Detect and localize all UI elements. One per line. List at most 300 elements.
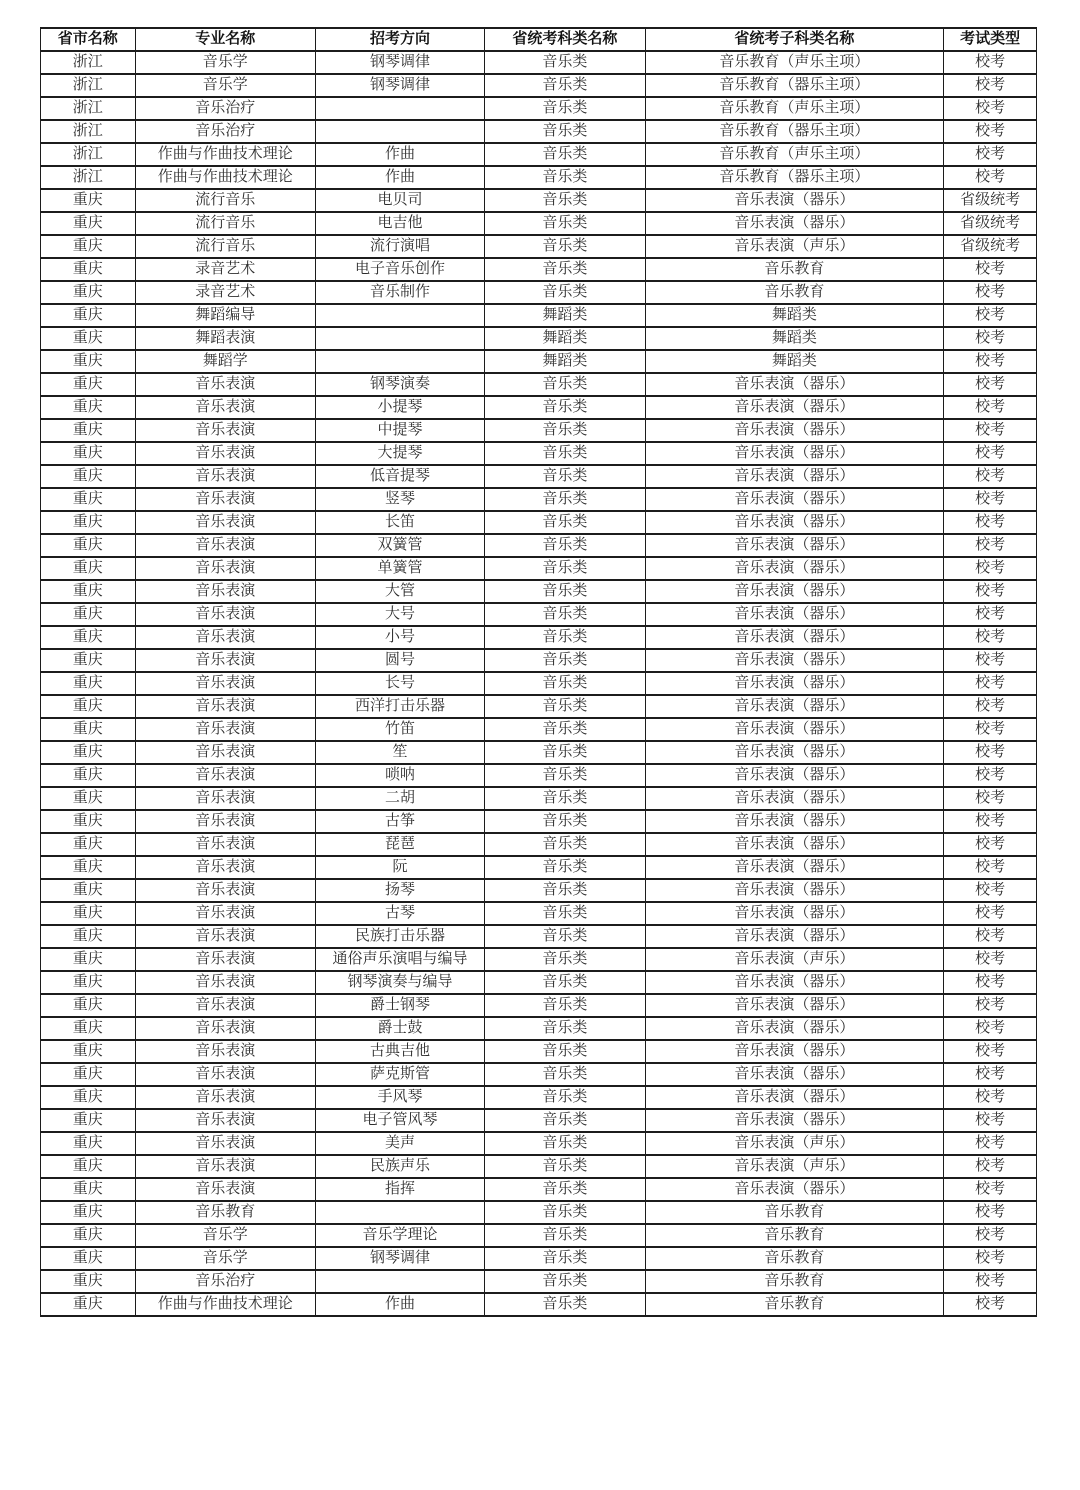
exam-subjects-table <box>40 27 1037 1317</box>
table-cell: 音乐类 <box>485 74 645 97</box>
table-cell: 省级统考 <box>944 212 1037 235</box>
table-cell: 校考 <box>944 833 1037 856</box>
table-cell: 省级统考 <box>944 235 1037 258</box>
table-row <box>41 281 1037 304</box>
table-row <box>41 166 1037 189</box>
table-cell: 音乐教育（器乐主项） <box>645 166 944 189</box>
table-cell: 音乐类 <box>485 189 645 212</box>
table-cell: 流行音乐 <box>135 235 315 258</box>
table-cell: 音乐制作 <box>315 281 484 304</box>
table-cell: 音乐表演（器乐） <box>645 810 944 833</box>
table-cell: 音乐表演 <box>135 373 315 396</box>
table-cell: 音乐表演 <box>135 971 315 994</box>
table-cell: 钢琴演奏 <box>315 373 484 396</box>
table-cell: 舞蹈类 <box>485 327 645 350</box>
table-cell: 音乐类 <box>485 833 645 856</box>
table-cell: 重庆 <box>41 1293 136 1316</box>
table-cell: 民族打击乐器 <box>315 925 484 948</box>
table-cell: 校考 <box>944 787 1037 810</box>
table-cell: 校考 <box>944 1293 1037 1316</box>
table-cell: 音乐表演 <box>135 925 315 948</box>
table-cell: 音乐教育（器乐主项） <box>645 74 944 97</box>
table-cell: 西洋打击乐器 <box>315 695 484 718</box>
table-cell: 音乐学 <box>135 1224 315 1247</box>
table-row <box>41 833 1037 856</box>
table-cell: 重庆 <box>41 281 136 304</box>
table-cell: 作曲与作曲技术理论 <box>135 1293 315 1316</box>
table-cell: 重庆 <box>41 212 136 235</box>
table-cell: 重庆 <box>41 396 136 419</box>
table-cell: 小号 <box>315 626 484 649</box>
table-cell: 音乐类 <box>485 51 645 74</box>
table-row <box>41 603 1037 626</box>
table-cell: 低音提琴 <box>315 465 484 488</box>
table-cell: 重庆 <box>41 603 136 626</box>
table-cell: 音乐治疗 <box>135 120 315 143</box>
table-cell <box>315 120 484 143</box>
table-cell: 音乐表演（器乐） <box>645 373 944 396</box>
table-cell: 重庆 <box>41 189 136 212</box>
table-cell: 音乐表演（器乐） <box>645 971 944 994</box>
table-cell: 重庆 <box>41 925 136 948</box>
table-cell: 音乐表演（器乐） <box>645 695 944 718</box>
table-cell: 重庆 <box>41 856 136 879</box>
table-cell: 音乐类 <box>485 994 645 1017</box>
table-cell: 音乐表演（声乐） <box>645 235 944 258</box>
table-cell <box>315 304 484 327</box>
table-cell: 大提琴 <box>315 442 484 465</box>
table-cell: 音乐学理论 <box>315 1224 484 1247</box>
table-row <box>41 1247 1037 1270</box>
table-cell: 重庆 <box>41 764 136 787</box>
table-cell: 钢琴调律 <box>315 1247 484 1270</box>
table-cell: 音乐学 <box>135 51 315 74</box>
table-cell: 重庆 <box>41 695 136 718</box>
table-cell: 音乐类 <box>485 580 645 603</box>
table-cell: 音乐表演 <box>135 695 315 718</box>
table-cell: 作曲与作曲技术理论 <box>135 166 315 189</box>
table-cell: 音乐类 <box>485 1247 645 1270</box>
table-cell: 阮 <box>315 856 484 879</box>
table-cell: 音乐类 <box>485 1155 645 1178</box>
table-cell: 校考 <box>944 718 1037 741</box>
table-cell: 舞蹈类 <box>485 350 645 373</box>
table-row <box>41 120 1037 143</box>
table-row <box>41 1109 1037 1132</box>
table-cell: 电子音乐创作 <box>315 258 484 281</box>
column-header: 考试类型 <box>944 28 1037 51</box>
table-cell: 笙 <box>315 741 484 764</box>
table-cell: 音乐类 <box>485 143 645 166</box>
table-cell: 音乐表演（声乐） <box>645 1132 944 1155</box>
table-cell: 校考 <box>944 1040 1037 1063</box>
table-cell: 音乐类 <box>485 649 645 672</box>
table-cell: 舞蹈编导 <box>135 304 315 327</box>
table-cell: 音乐表演（器乐） <box>645 833 944 856</box>
header-row <box>41 28 1037 51</box>
table-cell: 重庆 <box>41 534 136 557</box>
table-cell: 萨克斯管 <box>315 1063 484 1086</box>
table-row <box>41 1017 1037 1040</box>
table-row <box>41 143 1037 166</box>
table-cell: 校考 <box>944 97 1037 120</box>
table-cell: 音乐类 <box>485 741 645 764</box>
table-cell: 音乐类 <box>485 120 645 143</box>
table-cell: 舞蹈表演 <box>135 327 315 350</box>
table-cell: 重庆 <box>41 1017 136 1040</box>
table-cell: 校考 <box>944 764 1037 787</box>
table-row <box>41 258 1037 281</box>
table-cell: 舞蹈类 <box>645 327 944 350</box>
table-cell: 音乐表演（器乐） <box>645 557 944 580</box>
table-cell: 音乐表演（声乐） <box>645 948 944 971</box>
table-cell: 音乐表演（器乐） <box>645 419 944 442</box>
table-cell: 音乐表演（器乐） <box>645 649 944 672</box>
table-cell: 音乐表演（器乐） <box>645 1178 944 1201</box>
table-cell: 音乐类 <box>485 1178 645 1201</box>
table-cell: 校考 <box>944 258 1037 281</box>
table-row <box>41 511 1037 534</box>
table-cell: 浙江 <box>41 51 136 74</box>
table-cell: 重庆 <box>41 741 136 764</box>
table-row <box>41 1132 1037 1155</box>
table-row <box>41 235 1037 258</box>
table-cell: 重庆 <box>41 787 136 810</box>
table-cell: 流行音乐 <box>135 189 315 212</box>
table-cell: 音乐类 <box>485 1293 645 1316</box>
table-row <box>41 51 1037 74</box>
table-cell: 音乐表演（器乐） <box>645 1017 944 1040</box>
table-cell: 重庆 <box>41 350 136 373</box>
table-cell: 舞蹈学 <box>135 350 315 373</box>
table-cell: 音乐类 <box>485 1109 645 1132</box>
table-cell: 重庆 <box>41 948 136 971</box>
table-cell: 校考 <box>944 1086 1037 1109</box>
table-cell <box>315 1270 484 1293</box>
table-row <box>41 879 1037 902</box>
table-cell: 单簧管 <box>315 557 484 580</box>
table-row <box>41 557 1037 580</box>
table-cell: 作曲 <box>315 143 484 166</box>
table-cell: 音乐类 <box>485 787 645 810</box>
table-cell: 校考 <box>944 603 1037 626</box>
table-cell: 音乐类 <box>485 1201 645 1224</box>
table-cell: 音乐教育 <box>645 281 944 304</box>
table-row <box>41 304 1037 327</box>
table-cell: 重庆 <box>41 1155 136 1178</box>
table-cell: 校考 <box>944 1063 1037 1086</box>
table-cell: 音乐类 <box>485 488 645 511</box>
table-cell: 音乐治疗 <box>135 1270 315 1293</box>
table-row <box>41 925 1037 948</box>
table-cell: 音乐表演（器乐） <box>645 534 944 557</box>
table-cell: 音乐表演 <box>135 856 315 879</box>
table-cell: 音乐类 <box>485 557 645 580</box>
table-cell: 录音艺术 <box>135 281 315 304</box>
table-cell: 长号 <box>315 672 484 695</box>
table-cell: 音乐表演 <box>135 741 315 764</box>
table-cell: 音乐表演（器乐） <box>645 879 944 902</box>
table-cell: 爵士钢琴 <box>315 994 484 1017</box>
table-cell: 音乐表演（器乐） <box>645 396 944 419</box>
table-cell: 爵士鼓 <box>315 1017 484 1040</box>
table-cell: 音乐类 <box>485 856 645 879</box>
table-cell: 音乐表演 <box>135 718 315 741</box>
table-row <box>41 327 1037 350</box>
table-cell: 音乐表演 <box>135 994 315 1017</box>
table-cell: 音乐表演 <box>135 833 315 856</box>
table-cell: 小提琴 <box>315 396 484 419</box>
table-cell: 校考 <box>944 373 1037 396</box>
table-cell: 钢琴调律 <box>315 74 484 97</box>
table-cell <box>315 97 484 120</box>
table-row <box>41 948 1037 971</box>
table-cell: 音乐类 <box>485 534 645 557</box>
table-cell: 流行音乐 <box>135 212 315 235</box>
table-cell: 音乐表演（器乐） <box>645 672 944 695</box>
table-cell: 音乐表演 <box>135 1017 315 1040</box>
table-cell: 重庆 <box>41 971 136 994</box>
table-row <box>41 465 1037 488</box>
table-cell: 校考 <box>944 51 1037 74</box>
table-cell: 重庆 <box>41 258 136 281</box>
table-cell: 校考 <box>944 1224 1037 1247</box>
table-cell: 校考 <box>944 856 1037 879</box>
table-cell: 音乐表演（器乐） <box>645 994 944 1017</box>
table-cell: 重庆 <box>41 718 136 741</box>
table-cell: 长笛 <box>315 511 484 534</box>
table-cell: 音乐表演（声乐） <box>645 1155 944 1178</box>
table-cell <box>315 1201 484 1224</box>
table-cell: 校考 <box>944 143 1037 166</box>
table-cell: 校考 <box>944 120 1037 143</box>
table-cell: 校考 <box>944 672 1037 695</box>
table-cell: 音乐表演（器乐） <box>645 626 944 649</box>
table-cell: 音乐表演 <box>135 902 315 925</box>
table-cell: 大管 <box>315 580 484 603</box>
table-cell: 音乐类 <box>485 810 645 833</box>
table-cell: 二胡 <box>315 787 484 810</box>
table-cell: 竖琴 <box>315 488 484 511</box>
table-cell: 舞蹈类 <box>645 350 944 373</box>
table-cell: 重庆 <box>41 1086 136 1109</box>
table-row <box>41 1086 1037 1109</box>
table-cell: 浙江 <box>41 97 136 120</box>
table-cell: 音乐表演（器乐） <box>645 925 944 948</box>
table-cell: 音乐类 <box>485 718 645 741</box>
table-cell: 大号 <box>315 603 484 626</box>
table-cell: 电吉他 <box>315 212 484 235</box>
table-cell: 音乐表演（器乐） <box>645 1040 944 1063</box>
table-cell: 音乐类 <box>485 212 645 235</box>
table-cell: 钢琴演奏与编导 <box>315 971 484 994</box>
table-cell: 音乐表演（器乐） <box>645 511 944 534</box>
table-cell: 音乐教育 <box>645 1201 944 1224</box>
table-cell: 重庆 <box>41 626 136 649</box>
table-cell: 校考 <box>944 1109 1037 1132</box>
table-cell: 音乐类 <box>485 1086 645 1109</box>
table-cell: 音乐表演 <box>135 511 315 534</box>
table-cell: 音乐表演（器乐） <box>645 902 944 925</box>
table-cell: 校考 <box>944 327 1037 350</box>
table-row <box>41 396 1037 419</box>
table-cell: 音乐类 <box>485 442 645 465</box>
table-cell: 音乐表演 <box>135 1109 315 1132</box>
table-cell: 音乐类 <box>485 902 645 925</box>
table-cell: 校考 <box>944 1247 1037 1270</box>
table-cell: 音乐表演（器乐） <box>645 856 944 879</box>
table-cell: 音乐学 <box>135 1247 315 1270</box>
table-cell: 校考 <box>944 350 1037 373</box>
table-cell: 音乐表演 <box>135 488 315 511</box>
table-row <box>41 1224 1037 1247</box>
table-row <box>41 810 1037 833</box>
column-header: 省市名称 <box>41 28 136 51</box>
table-cell: 重庆 <box>41 833 136 856</box>
table-cell: 音乐表演 <box>135 1086 315 1109</box>
table-cell: 音乐表演（器乐） <box>645 603 944 626</box>
table-row <box>41 764 1037 787</box>
table-cell: 重庆 <box>41 511 136 534</box>
table-cell: 音乐类 <box>485 235 645 258</box>
table-cell: 音乐教育（声乐主项） <box>645 51 944 74</box>
table-cell: 古琴 <box>315 902 484 925</box>
table-cell: 音乐表演（器乐） <box>645 442 944 465</box>
table-cell: 音乐教育（声乐主项） <box>645 143 944 166</box>
table-cell: 校考 <box>944 994 1037 1017</box>
table-cell: 音乐类 <box>485 1063 645 1086</box>
table-cell: 校考 <box>944 304 1037 327</box>
table-cell: 校考 <box>944 902 1037 925</box>
table-cell: 音乐类 <box>485 603 645 626</box>
table-row <box>41 1178 1037 1201</box>
table-cell: 音乐类 <box>485 1017 645 1040</box>
table-row <box>41 1155 1037 1178</box>
table-cell: 音乐表演（器乐） <box>645 465 944 488</box>
table-row <box>41 1201 1037 1224</box>
table-cell: 校考 <box>944 281 1037 304</box>
table-cell: 音乐表演（器乐） <box>645 1086 944 1109</box>
table-cell: 美声 <box>315 1132 484 1155</box>
table-cell: 重庆 <box>41 879 136 902</box>
table-cell: 校考 <box>944 74 1037 97</box>
table-cell: 浙江 <box>41 74 136 97</box>
table-cell: 音乐类 <box>485 373 645 396</box>
table-cell: 校考 <box>944 1132 1037 1155</box>
table-cell: 音乐类 <box>485 879 645 902</box>
table-cell: 唢呐 <box>315 764 484 787</box>
table-cell: 古典吉他 <box>315 1040 484 1063</box>
table-cell: 重庆 <box>41 1178 136 1201</box>
table-cell: 校考 <box>944 442 1037 465</box>
table-cell: 校考 <box>944 925 1037 948</box>
table-cell: 音乐类 <box>485 764 645 787</box>
table-row <box>41 488 1037 511</box>
table-cell: 校考 <box>944 626 1037 649</box>
table-row <box>41 994 1037 1017</box>
table-row <box>41 787 1037 810</box>
table-cell: 音乐表演 <box>135 465 315 488</box>
table-cell: 音乐教育（器乐主项） <box>645 120 944 143</box>
table-cell: 音乐类 <box>485 97 645 120</box>
table-cell: 音乐表演 <box>135 396 315 419</box>
table-cell: 重庆 <box>41 1109 136 1132</box>
table-cell: 重庆 <box>41 235 136 258</box>
table-cell: 音乐类 <box>485 166 645 189</box>
table-cell: 音乐表演 <box>135 787 315 810</box>
table-cell: 音乐类 <box>485 1270 645 1293</box>
table-cell: 音乐表演（器乐） <box>645 787 944 810</box>
table-cell: 音乐教育 <box>135 1201 315 1224</box>
table-cell: 音乐表演 <box>135 879 315 902</box>
table-cell <box>315 327 484 350</box>
table-cell: 录音艺术 <box>135 258 315 281</box>
table-cell: 音乐表演（器乐） <box>645 580 944 603</box>
table-cell: 重庆 <box>41 304 136 327</box>
table-row <box>41 74 1037 97</box>
table-cell: 重庆 <box>41 1132 136 1155</box>
table-cell: 音乐表演 <box>135 1040 315 1063</box>
table-cell: 音乐类 <box>485 672 645 695</box>
table-row <box>41 649 1037 672</box>
table-row <box>41 1063 1037 1086</box>
table-cell: 校考 <box>944 971 1037 994</box>
table-cell: 音乐类 <box>485 1132 645 1155</box>
table-row <box>41 1293 1037 1316</box>
table-cell: 音乐类 <box>485 925 645 948</box>
table-cell: 校考 <box>944 419 1037 442</box>
column-header: 招考方向 <box>315 28 484 51</box>
table-cell: 指挥 <box>315 1178 484 1201</box>
table-cell: 省级统考 <box>944 189 1037 212</box>
table-cell: 音乐表演 <box>135 810 315 833</box>
table-cell: 音乐表演 <box>135 764 315 787</box>
table-cell: 重庆 <box>41 672 136 695</box>
table-row <box>41 856 1037 879</box>
table-row <box>41 373 1037 396</box>
table-cell: 音乐表演 <box>135 1063 315 1086</box>
table-cell: 校考 <box>944 488 1037 511</box>
table-cell: 音乐表演 <box>135 948 315 971</box>
table-cell: 重庆 <box>41 994 136 1017</box>
table-cell: 音乐表演（器乐） <box>645 189 944 212</box>
table-cell: 重庆 <box>41 580 136 603</box>
table-row <box>41 212 1037 235</box>
table-cell: 中提琴 <box>315 419 484 442</box>
table-row <box>41 350 1037 373</box>
table-row <box>41 189 1037 212</box>
table-cell: 音乐教育 <box>645 1293 944 1316</box>
table-cell: 音乐表演（器乐） <box>645 488 944 511</box>
table-cell: 校考 <box>944 1017 1037 1040</box>
table-cell: 音乐表演（器乐） <box>645 1063 944 1086</box>
table-row <box>41 534 1037 557</box>
table-cell: 音乐治疗 <box>135 97 315 120</box>
table-row <box>41 902 1037 925</box>
table-row <box>41 695 1037 718</box>
table-cell: 校考 <box>944 557 1037 580</box>
table-cell: 钢琴调律 <box>315 51 484 74</box>
table-cell: 音乐表演 <box>135 626 315 649</box>
table-cell: 校考 <box>944 396 1037 419</box>
table-cell: 音乐表演 <box>135 1155 315 1178</box>
table-cell: 音乐表演（器乐） <box>645 741 944 764</box>
column-header: 省统考子科类名称 <box>645 28 944 51</box>
table-row <box>41 97 1037 120</box>
table-cell: 作曲 <box>315 1293 484 1316</box>
table-cell: 音乐表演（器乐） <box>645 1109 944 1132</box>
table-row <box>41 672 1037 695</box>
